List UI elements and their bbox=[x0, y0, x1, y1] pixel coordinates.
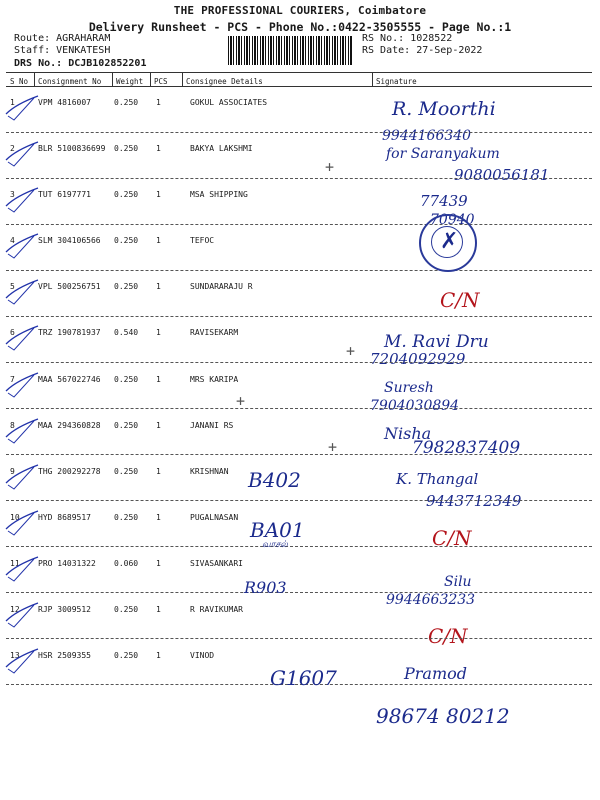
row-pcs: 1 bbox=[156, 328, 161, 337]
row-consignment-no: SLM 304106566 bbox=[38, 236, 101, 245]
row-sno: 10 bbox=[10, 513, 20, 522]
rs-no-field: RS No.: 1028522 bbox=[362, 33, 453, 44]
col-header-weight: Weight bbox=[116, 77, 144, 86]
col-header-consignment: Consignment No bbox=[38, 77, 102, 86]
row-consignment-no: THG 200292278 bbox=[38, 467, 101, 476]
row-phone-number: 9944166340 bbox=[382, 128, 472, 144]
row-signature: C/N bbox=[428, 624, 468, 648]
row-sno: 4 bbox=[10, 236, 15, 245]
drs-value: DCJB102852201 bbox=[68, 58, 147, 69]
col-divider bbox=[372, 72, 373, 86]
delivery-tick-icon bbox=[4, 647, 44, 675]
col-divider bbox=[182, 72, 183, 86]
row-pcs: 1 bbox=[156, 282, 161, 291]
stamp-mark-icon: ✗ bbox=[440, 229, 459, 254]
plus-mark-icon: + bbox=[328, 438, 338, 456]
col-header-consignee: Consignee Details bbox=[186, 77, 263, 86]
row-sno: 9 bbox=[10, 467, 15, 476]
row-consignment-no: MAA 294360828 bbox=[38, 421, 101, 430]
delivery-tick-icon bbox=[4, 278, 44, 306]
row-consignee: KRISHNAN bbox=[190, 467, 229, 476]
row-consignment-no: HSR 2509355 bbox=[38, 651, 91, 660]
row-consignment-no: RJP 3009512 bbox=[38, 605, 91, 614]
row-consignee: SUNDARARAJU R bbox=[190, 282, 253, 291]
runsheet-subtitle: Delivery Runsheet - PCS - Phone No.:0422-3505555 - Page No.:1 bbox=[88, 20, 512, 34]
route-value: AGRAHARAM bbox=[56, 33, 111, 44]
row-consignee: SIVASANKARI bbox=[190, 559, 243, 568]
route-field: Route: AGRAHARAM bbox=[14, 33, 111, 44]
row-pcs: 1 bbox=[156, 421, 161, 430]
row-sno: 11 bbox=[10, 559, 20, 568]
row-weight: 0.250 bbox=[114, 513, 139, 522]
row-consignment-no: VPL 500256751 bbox=[38, 282, 101, 291]
row-consignment-no: TUT 6197771 bbox=[38, 190, 91, 199]
row-signature: C/N bbox=[440, 288, 480, 312]
row-separator bbox=[6, 224, 592, 225]
row-consignee: JANANI RS bbox=[190, 421, 234, 430]
row-sno: 8 bbox=[10, 421, 15, 430]
rs-date-field: RS Date: 27-Sep-2022 bbox=[362, 45, 483, 56]
row-sno: 5 bbox=[10, 282, 15, 291]
delivery-tick-icon bbox=[4, 509, 44, 537]
handwritten-flat-note: G1607 bbox=[270, 666, 337, 690]
row-signature: Silu bbox=[444, 574, 472, 590]
delivery-tick-icon bbox=[4, 601, 44, 629]
row-phone-number: 98674 80212 bbox=[376, 704, 510, 728]
delivery-tick-icon bbox=[4, 232, 44, 260]
row-separator bbox=[6, 132, 592, 133]
row-consignee: MRS KARIPA bbox=[190, 375, 239, 384]
row-consignment-no: BLR 5100836699 bbox=[38, 144, 106, 153]
delivery-tick-icon bbox=[4, 371, 44, 399]
row-pcs: 1 bbox=[156, 467, 161, 476]
row-consignee: BAKYA LAKSHMI bbox=[190, 144, 253, 153]
row-consignee: RAVISEKARM bbox=[190, 328, 239, 337]
row-separator bbox=[6, 454, 592, 455]
row-separator bbox=[6, 500, 592, 501]
delivery-tick-icon bbox=[4, 94, 44, 122]
row-consignee: R RAVIKUMAR bbox=[190, 605, 243, 614]
staff-field: Staff: VENKATESH bbox=[14, 45, 111, 56]
row-pcs: 1 bbox=[156, 236, 161, 245]
row-separator bbox=[6, 592, 592, 593]
rs-date-value: 27-Sep-2022 bbox=[416, 45, 483, 56]
row-weight: 0.250 bbox=[114, 605, 139, 614]
row-signature: Pramod bbox=[404, 664, 467, 683]
row-signature: R. Moorthi bbox=[392, 98, 496, 120]
delivery-tick-icon bbox=[4, 417, 44, 445]
row-separator bbox=[6, 362, 592, 363]
row-phone-number: 7982837409 bbox=[412, 438, 521, 458]
row-weight: 0.060 bbox=[114, 559, 139, 568]
row-separator bbox=[6, 316, 592, 317]
row-separator bbox=[6, 408, 592, 409]
row-consignee: VINOD bbox=[190, 651, 215, 660]
row-weight: 0.250 bbox=[114, 144, 139, 153]
row-signature: Suresh bbox=[384, 380, 434, 396]
row-pcs: 1 bbox=[156, 513, 161, 522]
delivery-tick-icon bbox=[4, 140, 44, 168]
row-weight: 0.250 bbox=[114, 421, 139, 430]
col-divider bbox=[34, 72, 35, 86]
col-header-pcs: PCS bbox=[154, 77, 168, 86]
col-header-sno: S No bbox=[10, 77, 29, 86]
col-divider bbox=[112, 72, 113, 86]
row-weight: 0.250 bbox=[114, 236, 139, 245]
barcode bbox=[228, 36, 352, 65]
col-divider bbox=[150, 72, 151, 86]
handwritten-tamil-note: வாசல் bbox=[262, 540, 288, 550]
row-phone-number: 9944663233 bbox=[386, 592, 476, 608]
company-title: THE PROFESSIONAL COURIERS, Coimbatore bbox=[173, 4, 427, 17]
row-separator bbox=[6, 270, 592, 271]
drs-field: DRS No.: DCJB102852201 bbox=[14, 58, 147, 69]
row-sno: 2 bbox=[10, 144, 15, 153]
plus-mark-icon: + bbox=[236, 392, 246, 410]
row-phone-number: 9080056181 bbox=[454, 166, 550, 184]
row-weight: 0.250 bbox=[114, 651, 139, 660]
row-sno: 3 bbox=[10, 190, 15, 199]
table-header-rule bbox=[6, 86, 592, 87]
delivery-tick-icon bbox=[4, 186, 44, 214]
delivery-tick-icon bbox=[4, 555, 44, 583]
row-phone-number: 7204092929 bbox=[370, 350, 466, 368]
row-signature: M. Ravi Dru bbox=[384, 332, 489, 352]
plus-mark-icon: + bbox=[325, 158, 335, 176]
row-consignee: TEFOC bbox=[190, 236, 215, 245]
row-separator bbox=[6, 546, 592, 547]
handwritten-flat-note: BA01 bbox=[250, 518, 305, 542]
row-pcs: 1 bbox=[156, 651, 161, 660]
plus-mark-icon: + bbox=[346, 342, 356, 360]
row-sno: 1 bbox=[10, 98, 15, 107]
row-consignment-no: MAA 567022746 bbox=[38, 375, 101, 384]
row-pcs: 1 bbox=[156, 98, 161, 107]
staff-value: VENKATESH bbox=[56, 45, 111, 56]
row-consignee: GOKUL ASSOCIATES bbox=[190, 98, 268, 107]
row-signature: for Saranyakum bbox=[386, 146, 500, 162]
row-signature: 77439 bbox=[420, 192, 468, 210]
row-consignee: MSA SHIPPING bbox=[190, 190, 248, 199]
row-pcs: 1 bbox=[156, 375, 161, 384]
row-sno: 12 bbox=[10, 605, 20, 614]
row-signature: K. Thangal bbox=[396, 470, 479, 488]
col-header-signature: Signature bbox=[376, 77, 417, 86]
handwritten-flat-note: B402 bbox=[248, 468, 301, 492]
row-consignment-no: TRZ 190781937 bbox=[38, 328, 101, 337]
row-weight: 0.250 bbox=[114, 467, 139, 476]
row-sno: 6 bbox=[10, 328, 15, 337]
row-sno: 13 bbox=[10, 651, 20, 660]
row-weight: 0.250 bbox=[114, 190, 139, 199]
row-weight: 0.250 bbox=[114, 98, 139, 107]
row-sno: 7 bbox=[10, 375, 15, 384]
row-weight: 0.250 bbox=[114, 375, 139, 384]
row-consignment-no: VPM 4816007 bbox=[38, 98, 91, 107]
handwritten-flat-note: R903 bbox=[244, 578, 287, 597]
row-signature: C/N bbox=[432, 526, 472, 550]
rs-no-value: 1028522 bbox=[410, 33, 453, 44]
row-phone-number: 9443712349 bbox=[426, 492, 522, 510]
table-top-rule bbox=[6, 72, 592, 73]
row-consignment-no: HYD 8689517 bbox=[38, 513, 91, 522]
row-consignment-no: PRO 14031322 bbox=[38, 559, 96, 568]
row-consignee: PUGALNASAN bbox=[190, 513, 239, 522]
row-phone-number: 70940 bbox=[430, 212, 475, 228]
row-pcs: 1 bbox=[156, 559, 161, 568]
delivery-tick-icon bbox=[4, 324, 44, 352]
row-pcs: 1 bbox=[156, 605, 161, 614]
row-weight: 0.250 bbox=[114, 282, 139, 291]
courier-stamp bbox=[419, 214, 477, 272]
delivery-tick-icon bbox=[4, 463, 44, 491]
row-phone-number: 7904030894 bbox=[370, 398, 460, 414]
row-weight: 0.540 bbox=[114, 328, 139, 337]
row-separator bbox=[6, 638, 592, 639]
row-pcs: 1 bbox=[156, 190, 161, 199]
row-separator bbox=[6, 178, 592, 179]
row-signature: Nisha bbox=[384, 424, 432, 443]
row-pcs: 1 bbox=[156, 144, 161, 153]
